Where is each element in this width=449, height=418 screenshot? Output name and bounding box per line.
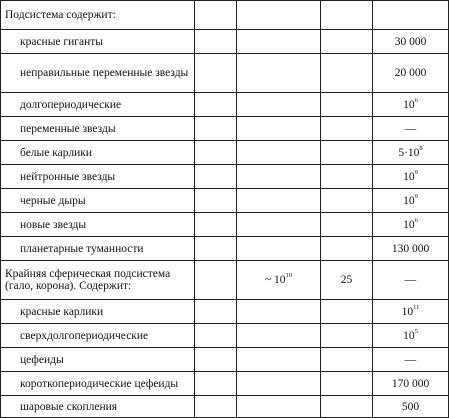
data-cell-c1 bbox=[195, 30, 237, 54]
count-cell bbox=[373, 396, 449, 418]
table-row bbox=[1, 54, 449, 93]
count-cell bbox=[373, 165, 449, 189]
data-cell-c3 bbox=[321, 300, 373, 324]
data-cell-c3 bbox=[321, 141, 373, 165]
value-base: ~ 10 bbox=[264, 274, 286, 286]
value-base: 170 000 bbox=[391, 377, 430, 390]
data-cell-c1 bbox=[195, 213, 237, 237]
value-base: 10 bbox=[403, 218, 415, 231]
value-exponent: 10 bbox=[285, 272, 293, 279]
object-name-cell: сверхдолгопериодические bbox=[1, 324, 195, 348]
data-cell-c1 bbox=[195, 1, 237, 30]
data-cell-c3 bbox=[321, 93, 373, 117]
object-name-cell: красные карлики bbox=[1, 300, 195, 324]
object-name-cell: нейтронные звезды bbox=[1, 165, 195, 189]
table-row bbox=[1, 261, 449, 300]
data-cell-c1 bbox=[195, 372, 237, 396]
data-cell-c1 bbox=[195, 189, 237, 213]
count-cell bbox=[373, 54, 449, 93]
count-cell bbox=[373, 261, 449, 300]
data-cell-c2 bbox=[237, 93, 321, 117]
data-cell-c3 bbox=[321, 1, 373, 30]
data-cell-c2 bbox=[237, 348, 321, 372]
data-cell-c2 bbox=[237, 372, 321, 396]
section-header-cell: Подсистема содержит: bbox=[1, 1, 195, 30]
value-base: 10 bbox=[403, 170, 415, 183]
data-cell-c2 bbox=[237, 213, 321, 237]
value-base: — bbox=[404, 353, 417, 366]
object-name-cell: новые звезды bbox=[1, 213, 195, 237]
data-cell-c2 bbox=[237, 300, 321, 324]
value-base: 10 bbox=[403, 194, 415, 207]
table-row bbox=[1, 300, 449, 324]
value-base: 20 000 bbox=[394, 67, 427, 79]
count-cell bbox=[373, 324, 449, 348]
count-cell bbox=[373, 189, 449, 213]
data-cell-c1 bbox=[195, 117, 237, 141]
data-cell-c3 bbox=[321, 324, 373, 348]
data-cell-c1 bbox=[195, 141, 237, 165]
count-cell bbox=[373, 141, 449, 165]
object-name-cell: неправильные переменные звезды bbox=[1, 54, 195, 93]
object-name-cell: шаровые скопления bbox=[1, 396, 195, 418]
count-cell bbox=[373, 1, 449, 30]
data-cell-c3 bbox=[321, 348, 373, 372]
value-base: 5·10 bbox=[398, 146, 420, 159]
table-row bbox=[1, 213, 449, 237]
value-base: 10 bbox=[401, 305, 414, 318]
data-cell-c3 bbox=[321, 396, 373, 418]
object-name-cell: цефеиды bbox=[1, 348, 195, 372]
data-cell-c2 bbox=[237, 165, 321, 189]
data-cell-c2 bbox=[237, 54, 321, 93]
table-row bbox=[1, 165, 449, 189]
data-cell-c1 bbox=[195, 261, 237, 300]
table-row bbox=[1, 30, 449, 54]
data-cell-c3 bbox=[321, 54, 373, 93]
data-cell-c1 bbox=[195, 300, 237, 324]
data-cell-c3 bbox=[321, 117, 373, 141]
table-row bbox=[1, 348, 449, 372]
object-name-cell: черные дыры bbox=[1, 189, 195, 213]
table-row bbox=[1, 372, 449, 396]
value-base: — bbox=[404, 122, 417, 135]
value-base: 10 bbox=[403, 329, 415, 342]
table-row bbox=[1, 237, 449, 261]
table-row bbox=[1, 1, 449, 30]
value-exponent: 11 bbox=[413, 303, 420, 311]
table-row bbox=[1, 396, 449, 418]
count-cell bbox=[373, 117, 449, 141]
table-row bbox=[1, 141, 449, 165]
data-cell-c2 bbox=[237, 324, 321, 348]
table-body bbox=[1, 1, 449, 418]
data-cell-c3 bbox=[321, 30, 373, 54]
object-name-cell: короткопериодические цефеиды bbox=[1, 372, 195, 396]
object-name-cell: долгопериодические bbox=[1, 93, 195, 117]
count-cell bbox=[373, 93, 449, 117]
table-row bbox=[1, 93, 449, 117]
data-cell-c3 bbox=[321, 165, 373, 189]
data-cell-c3 bbox=[321, 237, 373, 261]
value-exponent: 5 bbox=[414, 327, 418, 335]
data-cell-c3 bbox=[321, 189, 373, 213]
data-cell-c1 bbox=[195, 165, 237, 189]
value-base: — bbox=[404, 274, 417, 286]
value-exponent: 6 bbox=[414, 216, 418, 224]
data-cell-c1 bbox=[195, 396, 237, 418]
data-cell-c2 bbox=[237, 30, 321, 54]
data-cell-c2 bbox=[237, 117, 321, 141]
data-cell-c2 bbox=[237, 396, 321, 418]
data-cell-c1 bbox=[195, 324, 237, 348]
data-cell-c1 bbox=[195, 237, 237, 261]
section-header-cell: Крайняя сферическая подсистема (гало, корона). Содержит: bbox=[1, 261, 195, 300]
count-cell bbox=[373, 372, 449, 396]
count-cell bbox=[373, 213, 449, 237]
data-cell-c1 bbox=[195, 54, 237, 93]
table-row bbox=[1, 189, 449, 213]
count-cell bbox=[373, 237, 449, 261]
object-name-cell: белые карлики bbox=[1, 141, 195, 165]
value-base: 30 000 bbox=[394, 35, 427, 48]
count-cell bbox=[373, 30, 449, 54]
data-cell-c2 bbox=[237, 1, 321, 30]
value-base: 130 000 bbox=[391, 242, 430, 255]
data-cell-c2 bbox=[237, 261, 321, 300]
data-cell-c3 bbox=[321, 372, 373, 396]
object-name-cell: красные гиганты bbox=[1, 30, 195, 54]
data-cell-c2 bbox=[237, 189, 321, 213]
data-cell-c2 bbox=[237, 237, 321, 261]
table-row bbox=[1, 324, 449, 348]
data-cell-c3: 25 bbox=[321, 261, 373, 300]
value-base: 500 bbox=[401, 400, 420, 413]
value-exponent: 8 bbox=[419, 144, 423, 152]
value-exponent: 9 bbox=[414, 192, 418, 200]
object-name-cell: переменные звезды bbox=[1, 117, 195, 141]
value-exponent: 6 bbox=[414, 96, 418, 104]
data-cell-c2 bbox=[237, 141, 321, 165]
data-cell-c3 bbox=[321, 213, 373, 237]
data-cell-c1 bbox=[195, 93, 237, 117]
value-exponent: 9 bbox=[414, 168, 418, 176]
data-cell-c1 bbox=[195, 348, 237, 372]
value-base: 10 bbox=[403, 98, 415, 111]
object-name-cell: планетарные туманности bbox=[1, 237, 195, 261]
count-cell bbox=[373, 300, 449, 324]
table-row bbox=[1, 117, 449, 141]
count-cell bbox=[373, 348, 449, 372]
